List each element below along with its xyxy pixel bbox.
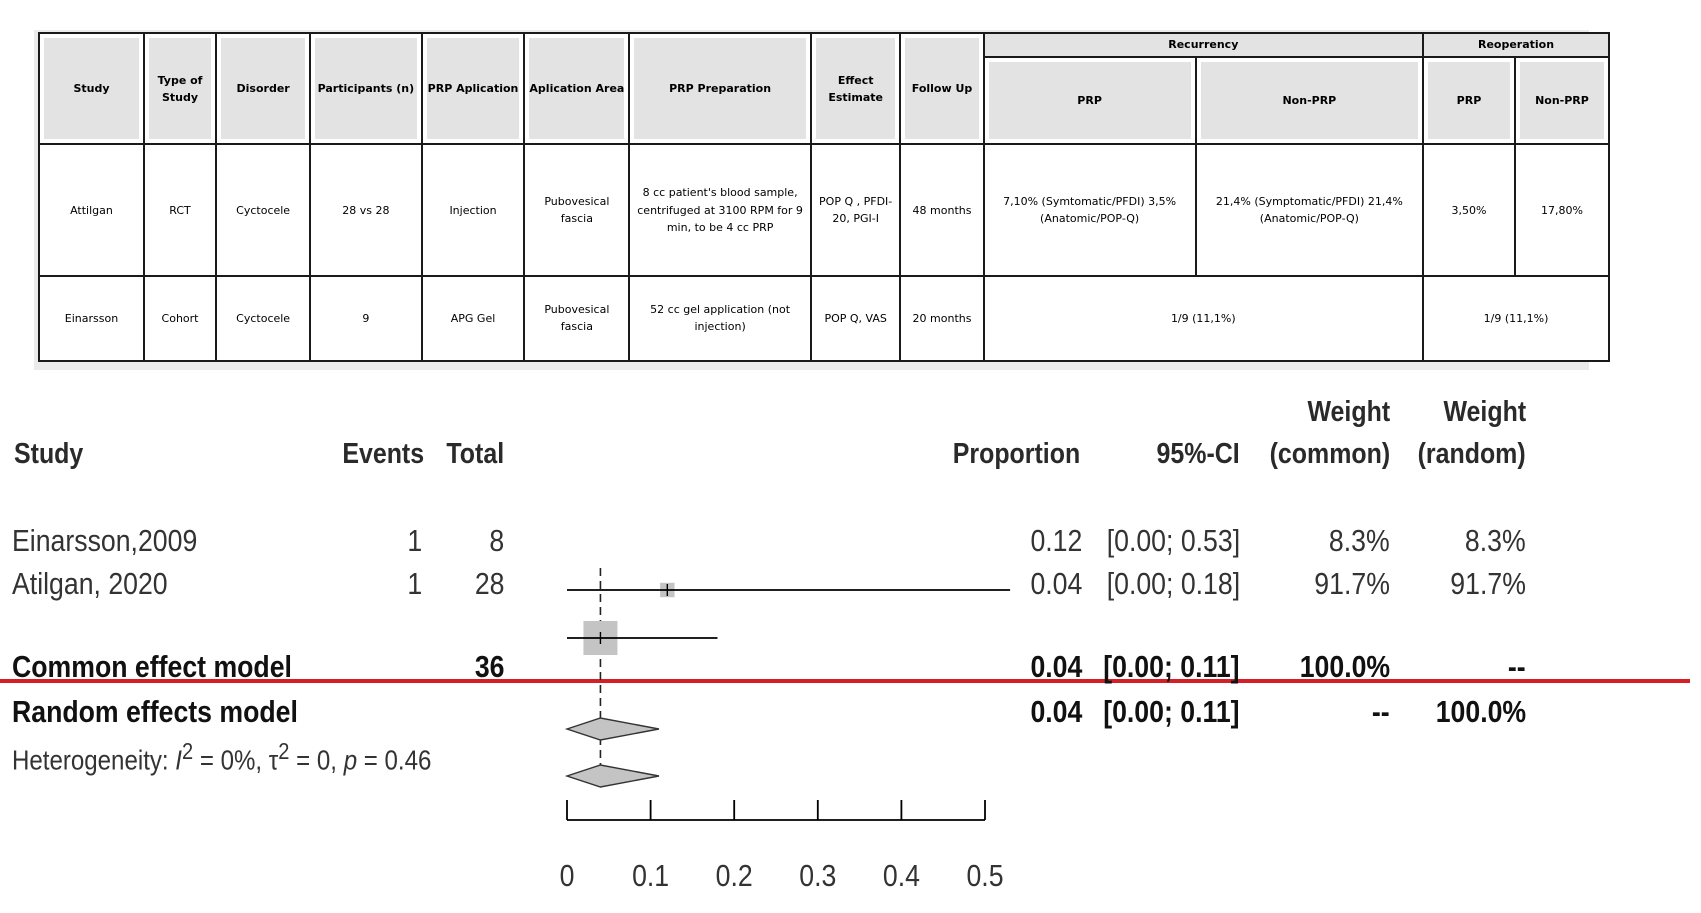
x-axis-tick-label: 0.5 <box>966 859 1004 894</box>
cell-follow-up: 48 months <box>900 144 983 275</box>
cell-reoperation-prp: 3,50% <box>1423 144 1515 275</box>
header-weight-common: Weight <box>1307 396 1390 428</box>
cell-study: Attilgan <box>39 144 144 275</box>
x-axis-tick-label: 0.1 <box>632 859 670 894</box>
weight-common-value: 100.0% <box>1299 649 1390 684</box>
weight-random-value: -- <box>1508 649 1526 684</box>
cell-participants: 9 <box>310 276 422 361</box>
ci-value: [0.00; 0.18] <box>1106 566 1240 601</box>
header-follow-up: Follow Up <box>900 33 983 144</box>
header-prp-application: PRP Aplication <box>422 33 525 144</box>
header-proportion: Proportion <box>952 438 1080 470</box>
proportion-value: 0.04 <box>1030 566 1082 601</box>
header-study: Study <box>14 438 84 470</box>
header-type-of-study: Type of Study <box>144 33 216 144</box>
header-random: (random) <box>1417 438 1526 470</box>
cell-area: Pubovesical fascia <box>524 144 629 275</box>
header-recurrency-non-prp: Non-PRP <box>1196 57 1423 144</box>
cell-application: APG Gel <box>422 276 525 361</box>
header-participants: Participants (n) <box>310 33 422 144</box>
cell-preparation: 52 cc gel application (not injection) <box>629 276 810 361</box>
weight-common-value: -- <box>1372 694 1390 729</box>
cell-recurrency-prp: 7,10% (Symtomatic/PFDI) 3,5% (Anatomic/POP-Q) <box>984 144 1196 275</box>
header-weight-random: Weight <box>1443 396 1526 428</box>
cell-effect: POP Q , PFDI-20, PGI-I <box>811 144 901 275</box>
ci-value: [0.00; 0.11] <box>1103 694 1240 729</box>
weight-random-value: 8.3% <box>1465 523 1526 558</box>
cell-area: Pubovesical fascia <box>524 276 629 361</box>
model-name: Random effects model <box>12 694 298 729</box>
weight-random-value: 91.7% <box>1450 566 1526 601</box>
header-prp-preparation: PRP Preparation <box>629 33 810 144</box>
proportion-value: 0.12 <box>1030 523 1082 558</box>
cell-study: Einarsson <box>39 276 144 361</box>
total-value: 28 <box>474 566 504 601</box>
cell-preparation: 8 cc patient's blood sample, centrifuged at 3100 RPM for 9 min, to be 4 cc PRP <box>629 144 810 275</box>
cell-reoperation-non-prp: 17,80% <box>1515 144 1609 275</box>
x-axis-tick-label: 0.3 <box>799 859 837 894</box>
header-recurrency: Recurrency <box>984 33 1424 57</box>
study-name: Atilgan, 2020 <box>12 566 168 601</box>
header-recurrency-prp: PRP <box>984 57 1196 144</box>
cell-recurrency-non-prp: 21,4% (Symptomatic/PFDI) 21,4%(Anatomic/POP-Q) <box>1196 144 1423 275</box>
cell-type: Cohort <box>144 276 216 361</box>
weight-common-value: 91.7% <box>1314 566 1390 601</box>
events-value: 1 <box>407 566 422 601</box>
proportion-value: 0.04 <box>1030 694 1082 729</box>
x-axis-tick-label: 0.4 <box>882 859 920 894</box>
proportion-value: 0.04 <box>1030 649 1082 684</box>
header-events: Events <box>342 438 424 470</box>
events-value: 1 <box>407 523 422 558</box>
cell-type: RCT <box>144 144 216 275</box>
ci-value: [0.00; 0.11] <box>1103 649 1240 684</box>
cell-reoperation: 1/9 (11,1%) <box>1423 276 1609 361</box>
cell-recurrency: 1/9 (11,1%) <box>984 276 1424 361</box>
cell-follow-up: 20 months <box>900 276 983 361</box>
header-total: Total <box>446 438 504 470</box>
header-disorder: Disorder <box>216 33 310 144</box>
heterogeneity-text: Heterogeneity: $I^2 = 0\%$, $\tau^2 = 0$, p = 0.46 <box>12 738 432 776</box>
total-value: 8 <box>489 523 504 558</box>
header-application-area: Aplication Area <box>524 33 629 144</box>
study-name: Einarsson,2009 <box>12 523 198 558</box>
cell-application: Injection <box>422 144 525 275</box>
header-reoperation: Reoperation <box>1423 33 1609 57</box>
header-reoperation-non-prp: Non-PRP <box>1515 57 1609 144</box>
weight-random-value: 100.0% <box>1435 694 1526 729</box>
weight-common-value: 8.3% <box>1329 523 1390 558</box>
ci-value: [0.00; 0.53] <box>1106 523 1240 558</box>
x-axis-tick-label: 0 <box>559 859 575 894</box>
header-common: (common) <box>1269 438 1390 470</box>
cell-participants: 28 vs 28 <box>310 144 422 275</box>
header-ci: 95%-CI <box>1156 438 1240 470</box>
pooled-diamond <box>567 718 659 740</box>
model-name: Common effect model <box>12 649 292 684</box>
total-value: 36 <box>474 649 504 684</box>
cell-disorder: Cyctocele <box>216 276 310 361</box>
cell-disorder: Cyctocele <box>216 144 310 275</box>
header-reoperation-prp: PRP <box>1423 57 1515 144</box>
cell-effect: POP Q, VAS <box>811 276 901 361</box>
header-effect-estimate: Effect Estimate <box>811 33 901 144</box>
pooled-diamond <box>567 765 659 787</box>
header-study: Study <box>39 33 144 144</box>
x-axis-tick-label: 0.2 <box>715 859 753 894</box>
